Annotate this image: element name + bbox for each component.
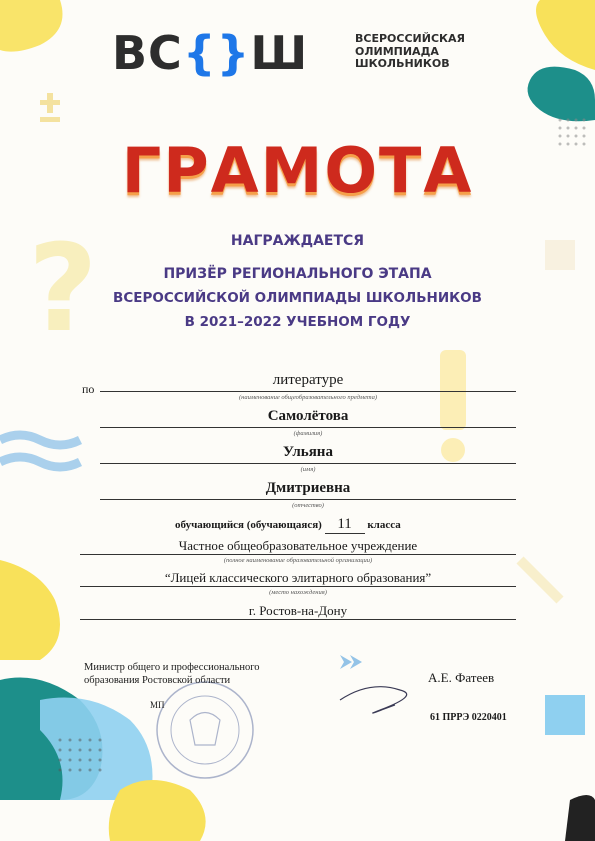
yellow-blob-top-left <box>0 0 63 52</box>
teal-blob-top-right <box>528 67 595 122</box>
question-mark-shape: ? <box>28 220 98 359</box>
certificate-title: ГРАМОТА <box>121 134 474 207</box>
subject-underline <box>100 391 516 392</box>
organization-underline-1 <box>80 554 516 555</box>
organization-name-field <box>80 570 516 600</box>
location-underline <box>80 619 516 620</box>
surname-value: Самолётова <box>267 408 349 424</box>
first-name-value: Ульяна <box>283 444 333 460</box>
light-diagonal-right <box>520 560 560 600</box>
logo-caption-line: ШКОЛЬНИКОВ <box>355 57 450 70</box>
first-name-underline <box>100 463 516 464</box>
location-caption: (место нахождения) <box>269 589 327 596</box>
student-prefix: обучающийся (обучающаяся) <box>175 519 322 531</box>
official-stamp <box>157 682 253 778</box>
yellow-blob-bottom-left <box>0 560 60 660</box>
serial-number: 61 ПРРЭ 0220401 <box>430 712 507 723</box>
award-line-3: В 2021–2022 УЧЕБНОМ ГОДУ <box>184 314 411 330</box>
logo-caption <box>355 33 465 71</box>
organization-underline-2 <box>80 586 516 587</box>
surname-caption: (фамилия) <box>293 430 323 437</box>
subject-field <box>100 372 516 412</box>
patronymic-field <box>100 480 516 520</box>
patronymic-underline <box>100 499 516 500</box>
location-field <box>80 603 516 623</box>
subject-value: литературе <box>272 372 344 388</box>
signatory-position <box>84 661 284 687</box>
plus-minus-mark <box>40 93 60 122</box>
surname-field <box>100 408 516 448</box>
blue-square-bottom-right <box>545 695 585 735</box>
first-name-caption: (имя) <box>300 466 316 473</box>
organization-field <box>80 538 516 568</box>
award-line-2: ВСЕРОССИЙСКОЙ ОЛИМПИАДЫ ШКОЛЬНИКОВ <box>113 290 482 306</box>
logo-letters-left: ВС <box>112 26 183 80</box>
subject-caption: (наименование общеобразовательного предмета) <box>238 394 378 401</box>
awarded-heading: НАГРАЖДАЕТСЯ <box>230 233 365 249</box>
logo-caption-line: ВСЕРОССИЙСКАЯ <box>355 32 465 45</box>
patronymic-caption: (отчество) <box>292 502 324 509</box>
grade-value: 11 <box>325 516 365 534</box>
first-name-field <box>100 444 516 484</box>
signatory-position-line: образования Ростовской области <box>84 675 231 686</box>
surname-underline <box>100 427 516 428</box>
organization-caption: (полное наименование образовательной организации) <box>223 557 373 564</box>
yellow-blob-bottom <box>109 780 206 841</box>
organization-line-2: “Лицей классического элитарного образования” <box>164 570 432 585</box>
grade-line <box>175 516 401 534</box>
patronymic-value: Дмитриевна <box>265 480 351 496</box>
wave-lines-left <box>0 435 80 467</box>
logo-letters-right: Ш <box>250 26 309 80</box>
chevron-marks <box>340 655 362 669</box>
signatory-name: А.Е. Фатеев <box>428 670 495 685</box>
vsosh-logo <box>112 26 309 80</box>
subject-prefix: по <box>82 382 95 396</box>
logo-caption-line: ОЛИМПИАДА <box>355 44 439 58</box>
award-line-1: ПРИЗЁР РЕГИОНАЛЬНОГО ЭТАПА <box>163 266 432 282</box>
seal-place-mark: МП <box>150 700 165 710</box>
yellow-blob-top-right <box>536 0 595 70</box>
signature-scribble <box>340 687 407 713</box>
grade-suffix: класса <box>367 519 401 531</box>
dark-blob-bottom-right <box>565 795 595 841</box>
organization-line-1: Частное общеобразовательное учреждение <box>178 538 418 553</box>
signatory-position-line: Министр общего и профессионального <box>84 662 260 673</box>
location-value: г. Ростов-на-Дону <box>248 603 348 618</box>
logo-braces: {} <box>182 26 251 80</box>
